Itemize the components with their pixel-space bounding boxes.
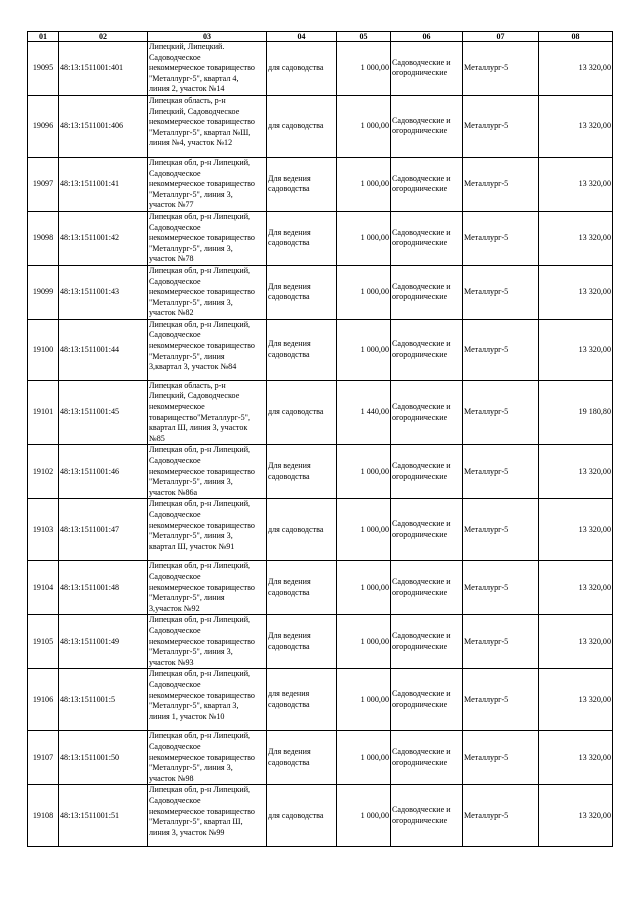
cell-address-container bbox=[148, 731, 267, 785]
cell-cadastral-value: 13 320,00 bbox=[539, 265, 613, 319]
cell-record-number: 19105 bbox=[28, 615, 59, 669]
cell-address: Липецкая обл, р-н Липецкий, Садоводческое некоммерческое товарищество "Металлург-5", квартал 3, линия 1, участок №10 bbox=[149, 669, 255, 721]
cell-land-category: Садоводческие и огороднические bbox=[391, 561, 463, 615]
cell-permitted-use: для садоводства bbox=[267, 785, 337, 847]
cell-record-number: 19095 bbox=[28, 42, 59, 96]
cell-cadastral-number: 48:13:1511001:401 bbox=[59, 42, 148, 96]
cell-area: 1 000,00 bbox=[337, 319, 391, 380]
cell-partnership-name: Металлург-5 bbox=[463, 499, 539, 561]
column-header: 07 bbox=[463, 32, 539, 42]
table-row bbox=[28, 211, 613, 265]
cell-area: 1 000,00 bbox=[337, 561, 391, 615]
cell-land-category: Садоводческие и огороднические bbox=[391, 669, 463, 731]
table-row bbox=[28, 380, 613, 445]
cell-land-category: Садоводческие и огороднические bbox=[391, 319, 463, 380]
cell-address: Липецкая обл, р-н Липецкий, Садоводческое некоммерческое товарищество "Металлург-5", линия 3, участок №82 bbox=[149, 265, 255, 318]
cell-cadastral-number: 48:13:1511001:42 bbox=[59, 211, 148, 265]
cell-area: 1 000,00 bbox=[337, 265, 391, 319]
cell-address-container bbox=[148, 785, 267, 847]
cell-area: 1 440,00 bbox=[337, 380, 391, 445]
table-body bbox=[28, 42, 613, 847]
cell-area: 1 000,00 bbox=[337, 211, 391, 265]
cell-address-container bbox=[148, 265, 267, 319]
land-plots-table bbox=[27, 31, 613, 847]
cell-cadastral-value: 13 320,00 bbox=[539, 42, 613, 96]
cell-permitted-use: Для ведения садоводства bbox=[267, 157, 337, 211]
cell-cadastral-number: 48:13:1511001:41 bbox=[59, 157, 148, 211]
table-row bbox=[28, 785, 613, 847]
cell-cadastral-value: 13 320,00 bbox=[539, 445, 613, 499]
cell-land-category: Садоводческие и огороднические bbox=[391, 445, 463, 499]
cell-cadastral-value: 19 180,80 bbox=[539, 380, 613, 445]
table-header-row bbox=[28, 32, 613, 42]
cell-permitted-use: для садоводства bbox=[267, 42, 337, 96]
column-header: 06 bbox=[391, 32, 463, 42]
cell-address-container bbox=[148, 42, 267, 96]
cell-cadastral-value: 13 320,00 bbox=[539, 157, 613, 211]
cell-partnership-name: Металлург-5 bbox=[463, 445, 539, 499]
cell-cadastral-value: 13 320,00 bbox=[539, 615, 613, 669]
document-sheet bbox=[27, 31, 612, 847]
table-row bbox=[28, 95, 613, 157]
table-row bbox=[28, 265, 613, 319]
cell-partnership-name: Металлург-5 bbox=[463, 211, 539, 265]
cell-partnership-name: Металлург-5 bbox=[463, 731, 539, 785]
cell-cadastral-value: 13 320,00 bbox=[539, 95, 613, 157]
table-row bbox=[28, 157, 613, 211]
cell-address-container bbox=[148, 561, 267, 615]
cell-cadastral-value: 13 320,00 bbox=[539, 319, 613, 380]
cell-area: 1 000,00 bbox=[337, 445, 391, 499]
cell-area: 1 000,00 bbox=[337, 615, 391, 669]
cell-record-number: 19106 bbox=[28, 669, 59, 731]
cell-cadastral-number: 48:13:1511001:5 bbox=[59, 669, 148, 731]
cell-cadastral-number: 48:13:1511001:49 bbox=[59, 615, 148, 669]
table-row bbox=[28, 731, 613, 785]
column-header: 03 bbox=[148, 32, 267, 42]
cell-partnership-name: Металлург-5 bbox=[463, 95, 539, 157]
cell-address: Липецкая область, р-н Липецкий, Садоводческое некоммерческое товарищество"Металлург-5", квартал Ш, линия 3, участок №85 bbox=[149, 380, 250, 443]
column-header: 04 bbox=[267, 32, 337, 42]
cell-land-category: Садоводческие и огороднические bbox=[391, 499, 463, 561]
table-row bbox=[28, 42, 613, 96]
cell-permitted-use: Для ведения садоводства bbox=[267, 265, 337, 319]
cell-address: Липецкая обл, р-н Липецкий, Садоводческое некоммерческое товарищество "Металлург-5", линия 3, участок №98 bbox=[149, 731, 255, 783]
cell-address: Липецкая обл, р-н Липецкий, Садоводческое некоммерческое товарищество "Металлург-5", квартал Ш, линия 3, участок №99 bbox=[149, 785, 255, 837]
cell-address: Липецкий, Липецкий. Садоводческое некоммерческое товарищество "Металлург-5", квартал 4, линия 2, участок №14 bbox=[149, 42, 255, 94]
cell-area: 1 000,00 bbox=[337, 95, 391, 157]
table-row bbox=[28, 445, 613, 499]
cell-address-container bbox=[148, 445, 267, 499]
cell-address: Липецкая обл, р-н Липецкий, Садоводческое некоммерческое товарищество "Металлург-5", линия 3,квартал 3, участок №84 bbox=[149, 319, 255, 372]
column-header: 05 bbox=[337, 32, 391, 42]
cell-address: Липецкая обл, р-н Липецкий, Садоводческое некоммерческое товарищество "Металлург-5", линия 3, квартал Ш, участок №91 bbox=[149, 499, 255, 551]
cell-area: 1 000,00 bbox=[337, 42, 391, 96]
cell-permitted-use: Для ведения садоводства bbox=[267, 731, 337, 785]
cell-partnership-name: Металлург-5 bbox=[463, 319, 539, 380]
cell-partnership-name: Металлург-5 bbox=[463, 615, 539, 669]
cell-cadastral-number: 48:13:1511001:50 bbox=[59, 731, 148, 785]
cell-permitted-use: для ведения садоводства bbox=[267, 669, 337, 731]
cell-address: Липецкая обл, р-н Липецкий, Садоводческое некоммерческое товарищество "Металлург-5", линия 3, участок №78 bbox=[149, 211, 255, 264]
cell-permitted-use: для садоводства bbox=[267, 95, 337, 157]
cell-permitted-use: Для ведения садоводства bbox=[267, 445, 337, 499]
cell-permitted-use: Для ведения садоводства bbox=[267, 561, 337, 615]
cell-cadastral-value: 13 320,00 bbox=[539, 785, 613, 847]
cell-partnership-name: Металлург-5 bbox=[463, 42, 539, 96]
cell-cadastral-number: 48:13:1511001:45 bbox=[59, 380, 148, 445]
cell-record-number: 19107 bbox=[28, 731, 59, 785]
cell-address-container bbox=[148, 669, 267, 731]
cell-partnership-name: Металлург-5 bbox=[463, 380, 539, 445]
column-header: 02 bbox=[59, 32, 148, 42]
cell-permitted-use: Для ведения садоводства bbox=[267, 319, 337, 380]
cell-permitted-use: Для ведения садоводства bbox=[267, 615, 337, 669]
cell-address-container bbox=[148, 615, 267, 669]
cell-land-category: Садоводческие и огороднические bbox=[391, 731, 463, 785]
cell-record-number: 19099 bbox=[28, 265, 59, 319]
table-row bbox=[28, 561, 613, 615]
cell-land-category: Садоводческие и огороднические bbox=[391, 380, 463, 445]
cell-address: Липецкая обл, р-н Липецкий, Садоводческое некоммерческое товарищество "Металлург-5", линия 3, участок №93 bbox=[149, 615, 255, 667]
cell-partnership-name: Металлург-5 bbox=[463, 561, 539, 615]
cell-record-number: 19104 bbox=[28, 561, 59, 615]
table-row bbox=[28, 319, 613, 380]
cell-cadastral-value: 13 320,00 bbox=[539, 669, 613, 731]
column-header: 08 bbox=[539, 32, 613, 42]
cell-area: 1 000,00 bbox=[337, 785, 391, 847]
table-row bbox=[28, 669, 613, 731]
cell-address-container bbox=[148, 211, 267, 265]
cell-cadastral-number: 48:13:1511001:43 bbox=[59, 265, 148, 319]
cell-address: Липецкая обл, р-н Липецкий, Садоводческое некоммерческое товарищество "Металлург-5", линия 3,участок №92 bbox=[149, 561, 255, 613]
cell-record-number: 19100 bbox=[28, 319, 59, 380]
column-header: 01 bbox=[28, 32, 59, 42]
cell-address-container bbox=[148, 95, 267, 157]
cell-area: 1 000,00 bbox=[337, 499, 391, 561]
cell-partnership-name: Металлург-5 bbox=[463, 157, 539, 211]
cell-record-number: 19103 bbox=[28, 499, 59, 561]
cell-record-number: 19096 bbox=[28, 95, 59, 157]
cell-permitted-use: Для ведения садоводства bbox=[267, 211, 337, 265]
cell-address-container bbox=[148, 319, 267, 380]
cell-land-category: Садоводческие и огороднические bbox=[391, 785, 463, 847]
cell-cadastral-number: 48:13:1511001:48 bbox=[59, 561, 148, 615]
cell-partnership-name: Металлург-5 bbox=[463, 785, 539, 847]
cell-record-number: 19108 bbox=[28, 785, 59, 847]
cell-record-number: 19101 bbox=[28, 380, 59, 445]
cell-record-number: 19098 bbox=[28, 211, 59, 265]
cell-cadastral-value: 13 320,00 bbox=[539, 561, 613, 615]
cell-cadastral-value: 13 320,00 bbox=[539, 499, 613, 561]
cell-land-category: Садоводческие и огороднические bbox=[391, 615, 463, 669]
cell-area: 1 000,00 bbox=[337, 669, 391, 731]
cell-record-number: 19102 bbox=[28, 445, 59, 499]
cell-land-category: Садоводческие и огороднические bbox=[391, 265, 463, 319]
cell-cadastral-number: 48:13:1511001:44 bbox=[59, 319, 148, 380]
cell-partnership-name: Металлург-5 bbox=[463, 265, 539, 319]
cell-cadastral-value: 13 320,00 bbox=[539, 731, 613, 785]
cell-address: Липецкая область, р-н Липецкий, Садоводческое некоммерческое товарищество "Металлург-5", квартал №Ш, линия №4, участок №12 bbox=[149, 95, 255, 148]
cell-address-container bbox=[148, 380, 267, 445]
cell-cadastral-number: 48:13:1511001:406 bbox=[59, 95, 148, 157]
cell-cadastral-number: 48:13:1511001:47 bbox=[59, 499, 148, 561]
cell-address-container bbox=[148, 499, 267, 561]
cell-record-number: 19097 bbox=[28, 157, 59, 211]
cell-address: Липецкая обл, р-н Липецкий, Садоводческое некоммерческое товарищество "Металлург-5", линия 3, участок №77 bbox=[149, 157, 255, 210]
cell-cadastral-number: 48:13:1511001:46 bbox=[59, 445, 148, 499]
cell-land-category: Садоводческие и огороднические bbox=[391, 42, 463, 96]
cell-land-category: Садоводческие и огороднические bbox=[391, 157, 463, 211]
cell-area: 1 000,00 bbox=[337, 157, 391, 211]
cell-land-category: Садоводческие и огороднические bbox=[391, 211, 463, 265]
cell-area: 1 000,00 bbox=[337, 731, 391, 785]
cell-cadastral-number: 48:13:1511001:51 bbox=[59, 785, 148, 847]
cell-permitted-use: для садоводства bbox=[267, 499, 337, 561]
table-row bbox=[28, 499, 613, 561]
cell-permitted-use: для садоводства bbox=[267, 380, 337, 445]
cell-partnership-name: Металлург-5 bbox=[463, 669, 539, 731]
cell-cadastral-value: 13 320,00 bbox=[539, 211, 613, 265]
cell-land-category: Садоводческие и огороднические bbox=[391, 95, 463, 157]
table-row bbox=[28, 615, 613, 669]
cell-address-container bbox=[148, 157, 267, 211]
cell-address: Липецкая обл, р-н Липецкий, Садоводческое некоммерческое товарищество "Металлург-5", линия 3, участок №86а bbox=[149, 445, 255, 497]
